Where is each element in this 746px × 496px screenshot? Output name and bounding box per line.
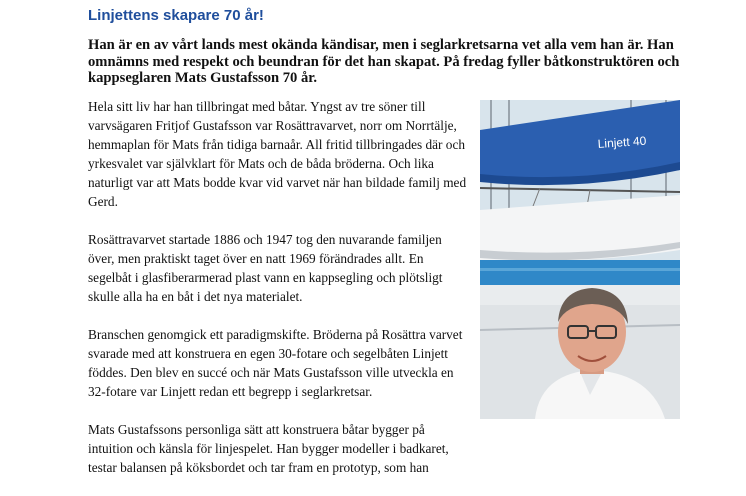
body-paragraph: Branschen genomgick ett paradigmskifte. Bröderna på Rosättra varvet svarade med att konstruera en egen 30-fotare och segelbåten Linjett föddes. Den blev en succé och när Mats Gustafsson ville utveckla en 32-fotare var Linjett redan ett begrepp i seglarkretsar.: [88, 327, 463, 399]
portrait-photo: [480, 100, 680, 419]
body-paragraph: Hela sitt liv har han tillbringat med båtar. Yngst av tre söner till varvsägaren Fritjof Gustafsson var Rosättravarvet, norr om Norrtälje, hemmaplan för Mats från tidiga barnaår. All fritid tillbringades där och yrkesvalet var självklart för Mats och de båda bröderna. Och lika naturligt var att Mats bodde kvar vid varvet när han bildade familj med Gerd.: [88, 99, 467, 209]
portrait-illustration: [480, 100, 680, 419]
article-lead: Han är en av vårt lands mest okända kändisar, men i seglarkretsarna vet alla vem han är. Han omnämns med respekt och beundran för det han skapat. På fredag fyller båtkonstruktören och kappseglaren Mats Gustafsson 70 år.: [88, 37, 680, 87]
article-title: Linjettens skapare 70 år!: [88, 7, 264, 24]
sail-label: Linjett 40: [597, 133, 647, 151]
body-paragraph: Mats Gustafssons personliga sätt att konstruera båtar bygger på intuition och känsla för linjespelet. Han bygger modeller i badkaret, testar balansen på köksbordet och tar fram en prototyp, som han: [88, 422, 449, 475]
article-body: [88, 97, 468, 496]
body-paragraph: Rosättravarvet startade 1886 och 1947 tog den nuvarande familjen över, men praktiskt taget över en natt 1969 förändrades allt. En segelbåt i glasfiberarmerad plast vann en kappsegling och plötsligt skulle alla ha en båt i det nya materialet.: [88, 232, 443, 304]
